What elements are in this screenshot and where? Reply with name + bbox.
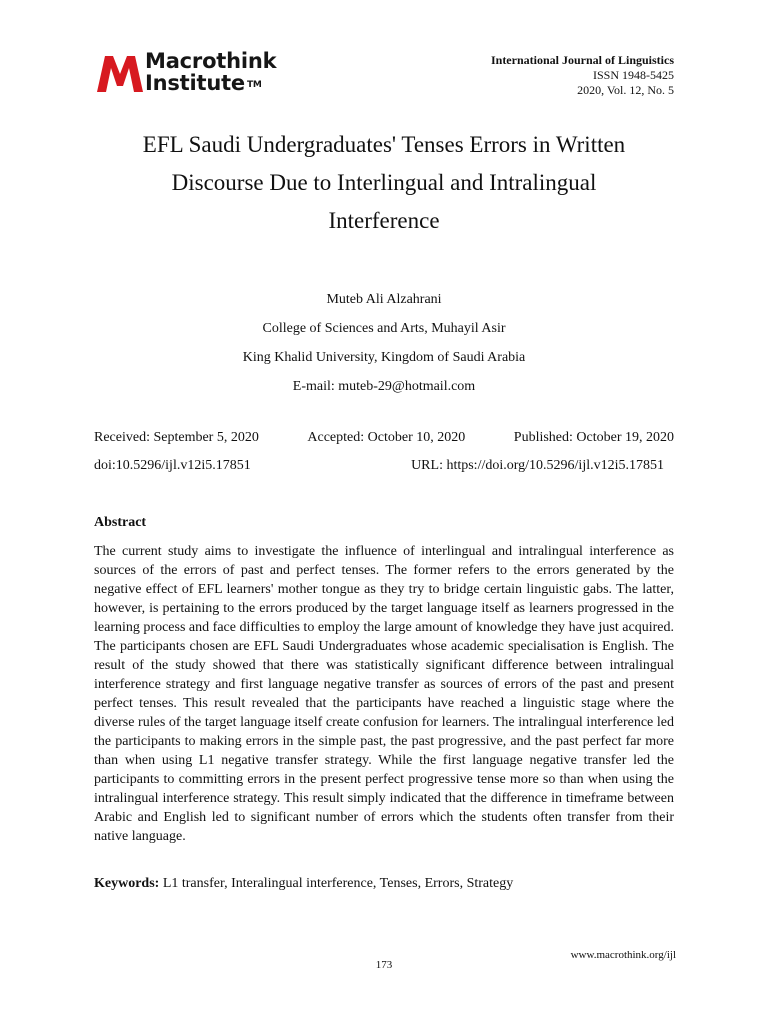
author-block (94, 285, 674, 401)
doi-url-link[interactable]: URL: https://doi.org/10.5296/ijl.v12i5.17851 (411, 458, 664, 473)
publisher-logo[interactable] (95, 50, 305, 96)
author-affiliation-college: College of Sciences and Arts, Muhayil Asir (262, 321, 506, 336)
author-email[interactable]: E-mail: muteb-29@hotmail.com (292, 379, 476, 394)
accepted-date: Accepted: October 10, 2020 (307, 430, 466, 445)
author-name: Muteb Ali Alzahrani (326, 292, 442, 307)
publisher-name-line2: Institute (145, 71, 245, 95)
title-line: EFL Saudi Undergraduates' Tenses Errors in Written (142, 132, 626, 157)
title-line: Interference (328, 208, 440, 233)
keywords-list: L1 transfer, Interalingual interference, Tenses, Errors, Strategy (162, 876, 514, 891)
keywords-label: Keywords: (94, 876, 160, 891)
journal-name: International Journal of Linguistics (490, 53, 674, 67)
page-number: 173 (375, 959, 393, 971)
author-affiliation-university: King Khalid University, Kingdom of Saudi Arabia (242, 350, 526, 365)
received-date: Received: September 5, 2020 (94, 430, 259, 445)
footer-website-link[interactable]: www.macrothink.org/ijl (570, 949, 676, 961)
journal-issue: 2020, Vol. 12, No. 5 (577, 83, 674, 97)
journal-info (491, 53, 674, 98)
published-date: Published: October 19, 2020 (513, 430, 674, 445)
doi-row (94, 456, 664, 476)
macrothink-m-icon (95, 52, 145, 94)
title-line: Discourse Due to Interlingual and Intralingual (171, 170, 597, 195)
publication-dates (94, 428, 674, 448)
paper-title (94, 126, 674, 240)
doi-text: doi:10.5296/ijl.v12i5.17851 (94, 458, 251, 473)
keywords-line (94, 874, 513, 894)
publisher-name (145, 50, 276, 94)
journal-issn: ISSN 1948-5425 (592, 68, 674, 82)
abstract-heading: Abstract (94, 515, 147, 530)
abstract-body: The current study aims to investigate the influence of interlingual and intralingual interference as sources of the errors of past and perfect tenses. The former refers to the errors generated by the negative effect of EFL learners' mother tongue as they try to bridge certain linguistic gabs. The latter, however, is pertaining to the errors produced by the target language itself as learners progressed in the learning process and face difficulties to employ the large amount of knowledge they have just acquired. The participants chosen are EFL Saudi Undergraduates whose academic specialisation is English. The result of the study showed that there was statistically significant difference between intralingual interference strategy and first language negative transfer as sources of errors of the past and present perfect tenses. This result revealed that the participants have reached a linguistic stage where the diverse rules of the target language itself create confusion for learners. The intralingual interference led the participants to making errors in the simple past, the past progressive, and the past perfect far more than when using L1 negative transfer strategy. While the first language negative transfer led the participants to committing errors in the present perfect progressive tense more so than when using the intralingual interference strategy. This result simply indicated that the difference in timeframe between Arabic and English led to significant number of errors which the students often transfer from their native language. (94, 544, 674, 844)
publisher-name-line1: Macrothink (145, 49, 277, 73)
trademark-mark: TM (246, 80, 262, 90)
